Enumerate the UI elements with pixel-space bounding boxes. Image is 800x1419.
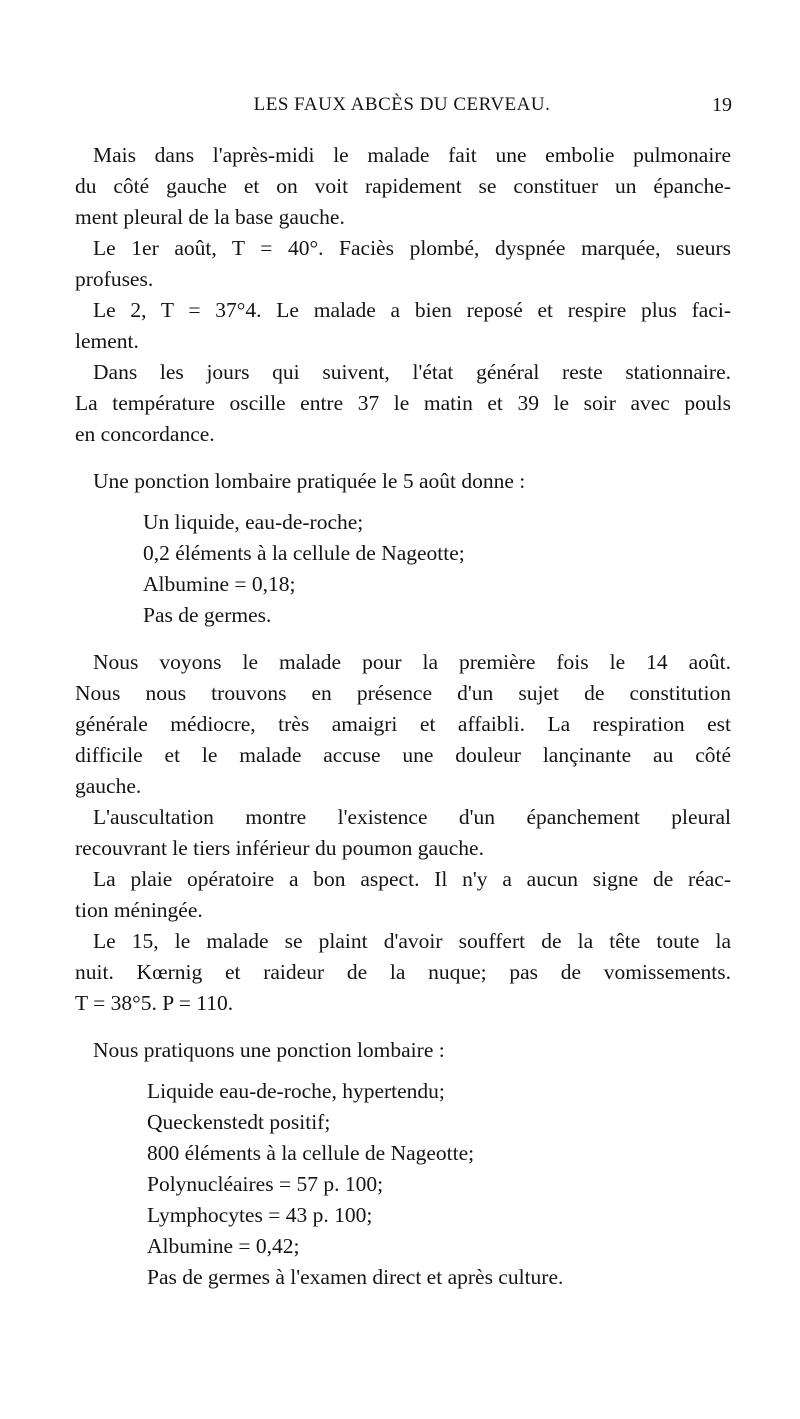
text-line: lement. bbox=[75, 329, 139, 353]
list-item: Liquide eau-de-roche, hypertendu; bbox=[147, 1079, 445, 1103]
text-line: gauche. bbox=[75, 774, 142, 798]
text-line: Le 2, T = 37°4. Le malade a bien reposé et respire plus faci- bbox=[93, 298, 731, 322]
text-line: Une ponction lombaire pratiquée le 5 août donne : bbox=[93, 469, 526, 493]
text-line: La plaie opératoire a bon aspect. Il n'y a aucun signe de réac- bbox=[93, 867, 731, 891]
text-line: La température oscille entre 37 le matin et 39 le soir avec pouls bbox=[75, 391, 731, 415]
paragraph-plaie bbox=[75, 864, 731, 926]
text-line: du côté gauche et on voit rapidement se constituer un épanche- bbox=[75, 174, 731, 198]
text-line: T = 38°5. P = 110. bbox=[75, 991, 234, 1015]
paragraph-embolie bbox=[75, 140, 731, 233]
paragraph-14-aout bbox=[75, 647, 731, 802]
text-line: Nous voyons le malade pour la première fois le 14 août. bbox=[93, 650, 731, 674]
csf-results-list-2 bbox=[75, 1076, 731, 1293]
list-item: Albumine = 0,18; bbox=[143, 572, 296, 596]
paragraph-15-aout bbox=[75, 926, 731, 1019]
text-line: Le 15, le malade se plaint d'avoir souffert de la tête toute la bbox=[93, 929, 731, 953]
text-line: Dans les jours qui suivent, l'état général reste stationnaire. bbox=[93, 360, 731, 384]
text-line: L'auscultation montre l'existence d'un épanchement pleural bbox=[93, 805, 731, 829]
list-item: Queckenstedt positif; bbox=[147, 1110, 331, 1134]
paragraph-jours-suivants bbox=[75, 357, 731, 450]
csf-results-list-1 bbox=[75, 507, 731, 631]
text-line: profuses. bbox=[75, 267, 154, 291]
running-title: LES FAUX ABCÈS DU CERVEAU. bbox=[253, 94, 551, 115]
list-item: Un liquide, eau-de-roche; bbox=[143, 510, 364, 534]
list-item: Lymphocytes = 43 p. 100; bbox=[147, 1203, 373, 1227]
list-item: Polynucléaires = 57 p. 100; bbox=[147, 1172, 384, 1196]
list-item: Pas de germes. bbox=[143, 603, 272, 627]
text-line: Mais dans l'après-midi le malade fait une embolie pulmonaire bbox=[93, 143, 731, 167]
text-line: générale médiocre, très amaigri et affaibli. La respiration est bbox=[75, 712, 731, 736]
page-number: 19 bbox=[712, 94, 732, 116]
text-line: Le 1er août, T = 40°. Faciès plombé, dyspnée marquée, sueurs bbox=[93, 236, 731, 260]
paragraph-ponction-5-aout bbox=[75, 466, 731, 497]
list-item: Pas de germes à l'examen direct et après culture. bbox=[147, 1265, 564, 1289]
text-line: recouvrant le tiers inférieur du poumon gauche. bbox=[75, 836, 484, 860]
page-header bbox=[72, 94, 732, 124]
paragraph-1er-aout bbox=[75, 233, 731, 295]
text-line: tion méningée. bbox=[75, 898, 203, 922]
text-line: ment pleural de la base gauche. bbox=[75, 205, 345, 229]
text-line: nuit. Kœrnig et raideur de la nuque; pas de vomissements. bbox=[75, 960, 731, 984]
body-text bbox=[75, 140, 731, 1293]
paragraph-auscultation bbox=[75, 802, 731, 864]
paragraph-2-aout bbox=[75, 295, 731, 357]
text-line: difficile et le malade accuse une douleur lançinante au côté bbox=[75, 743, 731, 767]
text-line: en concordance. bbox=[75, 422, 215, 446]
list-item: 800 éléments à la cellule de Nageotte; bbox=[147, 1141, 475, 1165]
list-item: 0,2 éléments à la cellule de Nageotte; bbox=[143, 541, 465, 565]
text-line: Nous nous trouvons en présence d'un sujet de constitution bbox=[75, 681, 731, 705]
list-item: Albumine = 0,42; bbox=[147, 1234, 300, 1258]
paragraph-ponction-2 bbox=[75, 1035, 731, 1066]
text-line: Nous pratiquons une ponction lombaire : bbox=[93, 1038, 445, 1062]
